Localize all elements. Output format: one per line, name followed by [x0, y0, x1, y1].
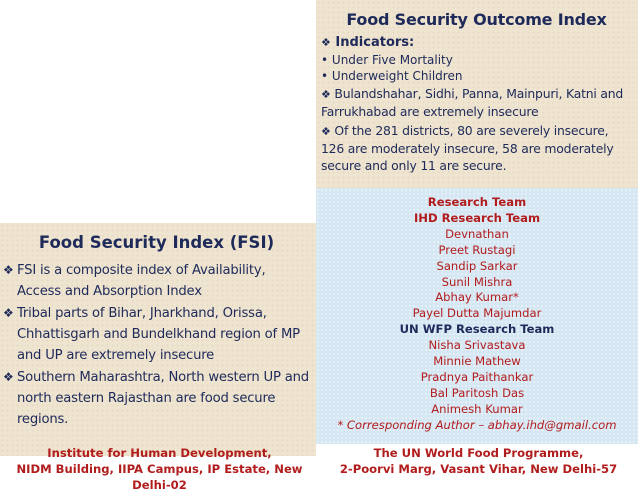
diamond-bullet-icon: ❖ — [321, 125, 331, 138]
ihd-member: Sandip Sarkar — [436, 258, 518, 273]
diamond-bullet-icon: ❖ — [321, 36, 331, 49]
outcome-index-title: Food Security Outcome Index — [346, 10, 607, 29]
ihd-member: Payel Dutta Majumdar — [412, 306, 542, 321]
wfp-member: Animesh Kumar — [431, 401, 523, 416]
footer-wfp-location: 2-Poorvi Marg, Vasant Vihar, New Delhi-57 — [339, 462, 618, 476]
research-team-heading: Research Team — [427, 195, 527, 209]
research-team-panel — [316, 188, 638, 444]
footer-wfp-address — [319, 444, 638, 478]
outcome-point: ❖ Of the 281 districts, 80 are severely insecure, 126 are moderately insecure, 58 are moderately secure and only 11 are secure. — [321, 123, 614, 173]
footer-ihd-name: Institute for Human Development, — [47, 446, 272, 460]
wfp-team-heading: UN WFP Research Team — [399, 322, 555, 337]
diamond-bullet-icon: ❖ — [321, 88, 331, 101]
ihd-member: Abhay Kumar* — [435, 290, 519, 305]
ihd-team-heading: IHD Research Team — [413, 210, 541, 225]
wfp-member: Pradnya Paithankar — [420, 369, 534, 384]
footer-ihd-address — [0, 444, 319, 492]
ihd-member: Preet Rustagi — [438, 242, 516, 257]
diamond-bullet-icon: ❖ — [3, 370, 14, 384]
outcome-point: ❖ Bulandshahar, Sidhi, Panna, Mainpuri, Katni and Farrukhabad are extremely insecure — [321, 86, 624, 119]
ihd-member: Sunil Mishra — [441, 274, 513, 289]
indicators-heading — [321, 35, 632, 50]
footer-wfp-name: The UN World Food Programme, — [373, 446, 584, 460]
diamond-bullet-icon: ❖ — [3, 263, 14, 277]
fsi-item: ❖ FSI is a composite index of Availability, Access and Absorption Index — [1, 260, 312, 302]
fsi-panel — [0, 223, 316, 456]
wfp-member: Bal Paritosh Das — [429, 385, 525, 400]
indicator-item: • Under Five Mortality — [321, 53, 453, 67]
indicators-label: Indicators: — [335, 35, 415, 50]
wfp-member: Minnie Mathew — [433, 354, 521, 369]
corresponding-author: * Corresponding Author – abhay.ihd@gmail.com — [337, 417, 617, 432]
fsi-item: ❖ Tribal parts of Bihar, Jharkhand, Orissa, Chhattisgarh and Bundelkhand region of MP and UP are extremely insecure — [1, 303, 312, 366]
wfp-member: Nisha Srivastava — [428, 338, 526, 353]
diamond-bullet-icon: ❖ — [3, 306, 14, 320]
indicator-item: • Underweight Children — [321, 69, 463, 83]
fsi-title: Food Security Index (FSI) — [38, 233, 275, 252]
footer-ihd-location: NIDM Building, IIPA Campus, IP Estate, New Delhi-02 — [16, 462, 303, 492]
fsi-item: ❖ Southern Maharashtra, North western UP and north eastern Rajasthan are food secure regions. — [1, 367, 312, 430]
outcome-index-panel — [316, 0, 638, 188]
ihd-member: Devnathan — [445, 226, 509, 241]
